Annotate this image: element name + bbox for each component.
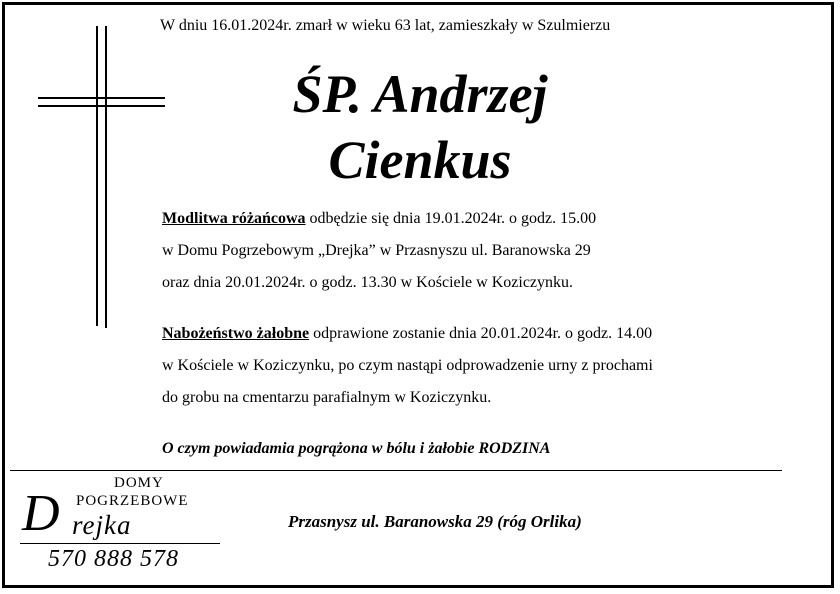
family-notice: O czym powiadamia pogrążona w bólu i żałobie RODZINA	[162, 440, 551, 457]
logo-domy: DOMY	[114, 475, 164, 491]
cross-icon-second-vertical	[105, 26, 107, 328]
cross-icon-second-beam	[38, 105, 165, 107]
footer-divider	[10, 470, 782, 471]
logo-underline	[20, 543, 220, 544]
rosary-line2: w Domu Pogrzebowym „Drejka” w Przasnyszu ul. Baranowska 29	[162, 242, 591, 259]
funeral-line1-text: odprawione zostanie dnia 20.01.2024r. o godz. 14.00	[309, 325, 653, 342]
logo-pogrzebowe: POGRZEBOWE	[76, 493, 189, 509]
funeral-line2: w Kościele w Koziczynku, po czym nastąpi odprowadzenie urny z prochami	[162, 357, 653, 374]
rosary-title: Modlitwa różańcowa	[162, 210, 306, 227]
cross-icon-first-beam	[38, 97, 165, 99]
funeral-mass-title: Nabożeństwo żałobne	[162, 325, 310, 342]
rosary-line1-text: odbędzie się dnia 19.01.2024r. o godz. 15.00	[305, 210, 597, 227]
funeral-mass-paragraph	[162, 318, 653, 414]
logo-name: rejka	[72, 510, 132, 540]
funeral-line1	[162, 318, 653, 350]
logo-initial: D	[22, 485, 60, 542]
rosary-paragraph	[162, 203, 596, 299]
rosary-line3: oraz dnia 20.01.2024r. o godz. 13.30 w Kościele w Koziczynku.	[162, 274, 574, 291]
deceased-name-line2: Cienkus	[328, 130, 512, 190]
cross-icon	[96, 26, 98, 326]
funeral-line3: do grobu na cmentarzu parafialnym w Koziczynku.	[162, 389, 492, 406]
funeral-home-address: Przasnysz ul. Baranowska 29 (róg Orlika)	[288, 512, 582, 531]
phone-number: 570 888 578	[48, 546, 179, 572]
deceased-name-line1: ŚP. Andrzej	[292, 64, 548, 124]
rosary-line1	[162, 203, 596, 235]
death-intro-text: W dniu 16.01.2024r. zmarł w wieku 63 lat, zamieszkały w Szulmierzu	[160, 17, 611, 34]
